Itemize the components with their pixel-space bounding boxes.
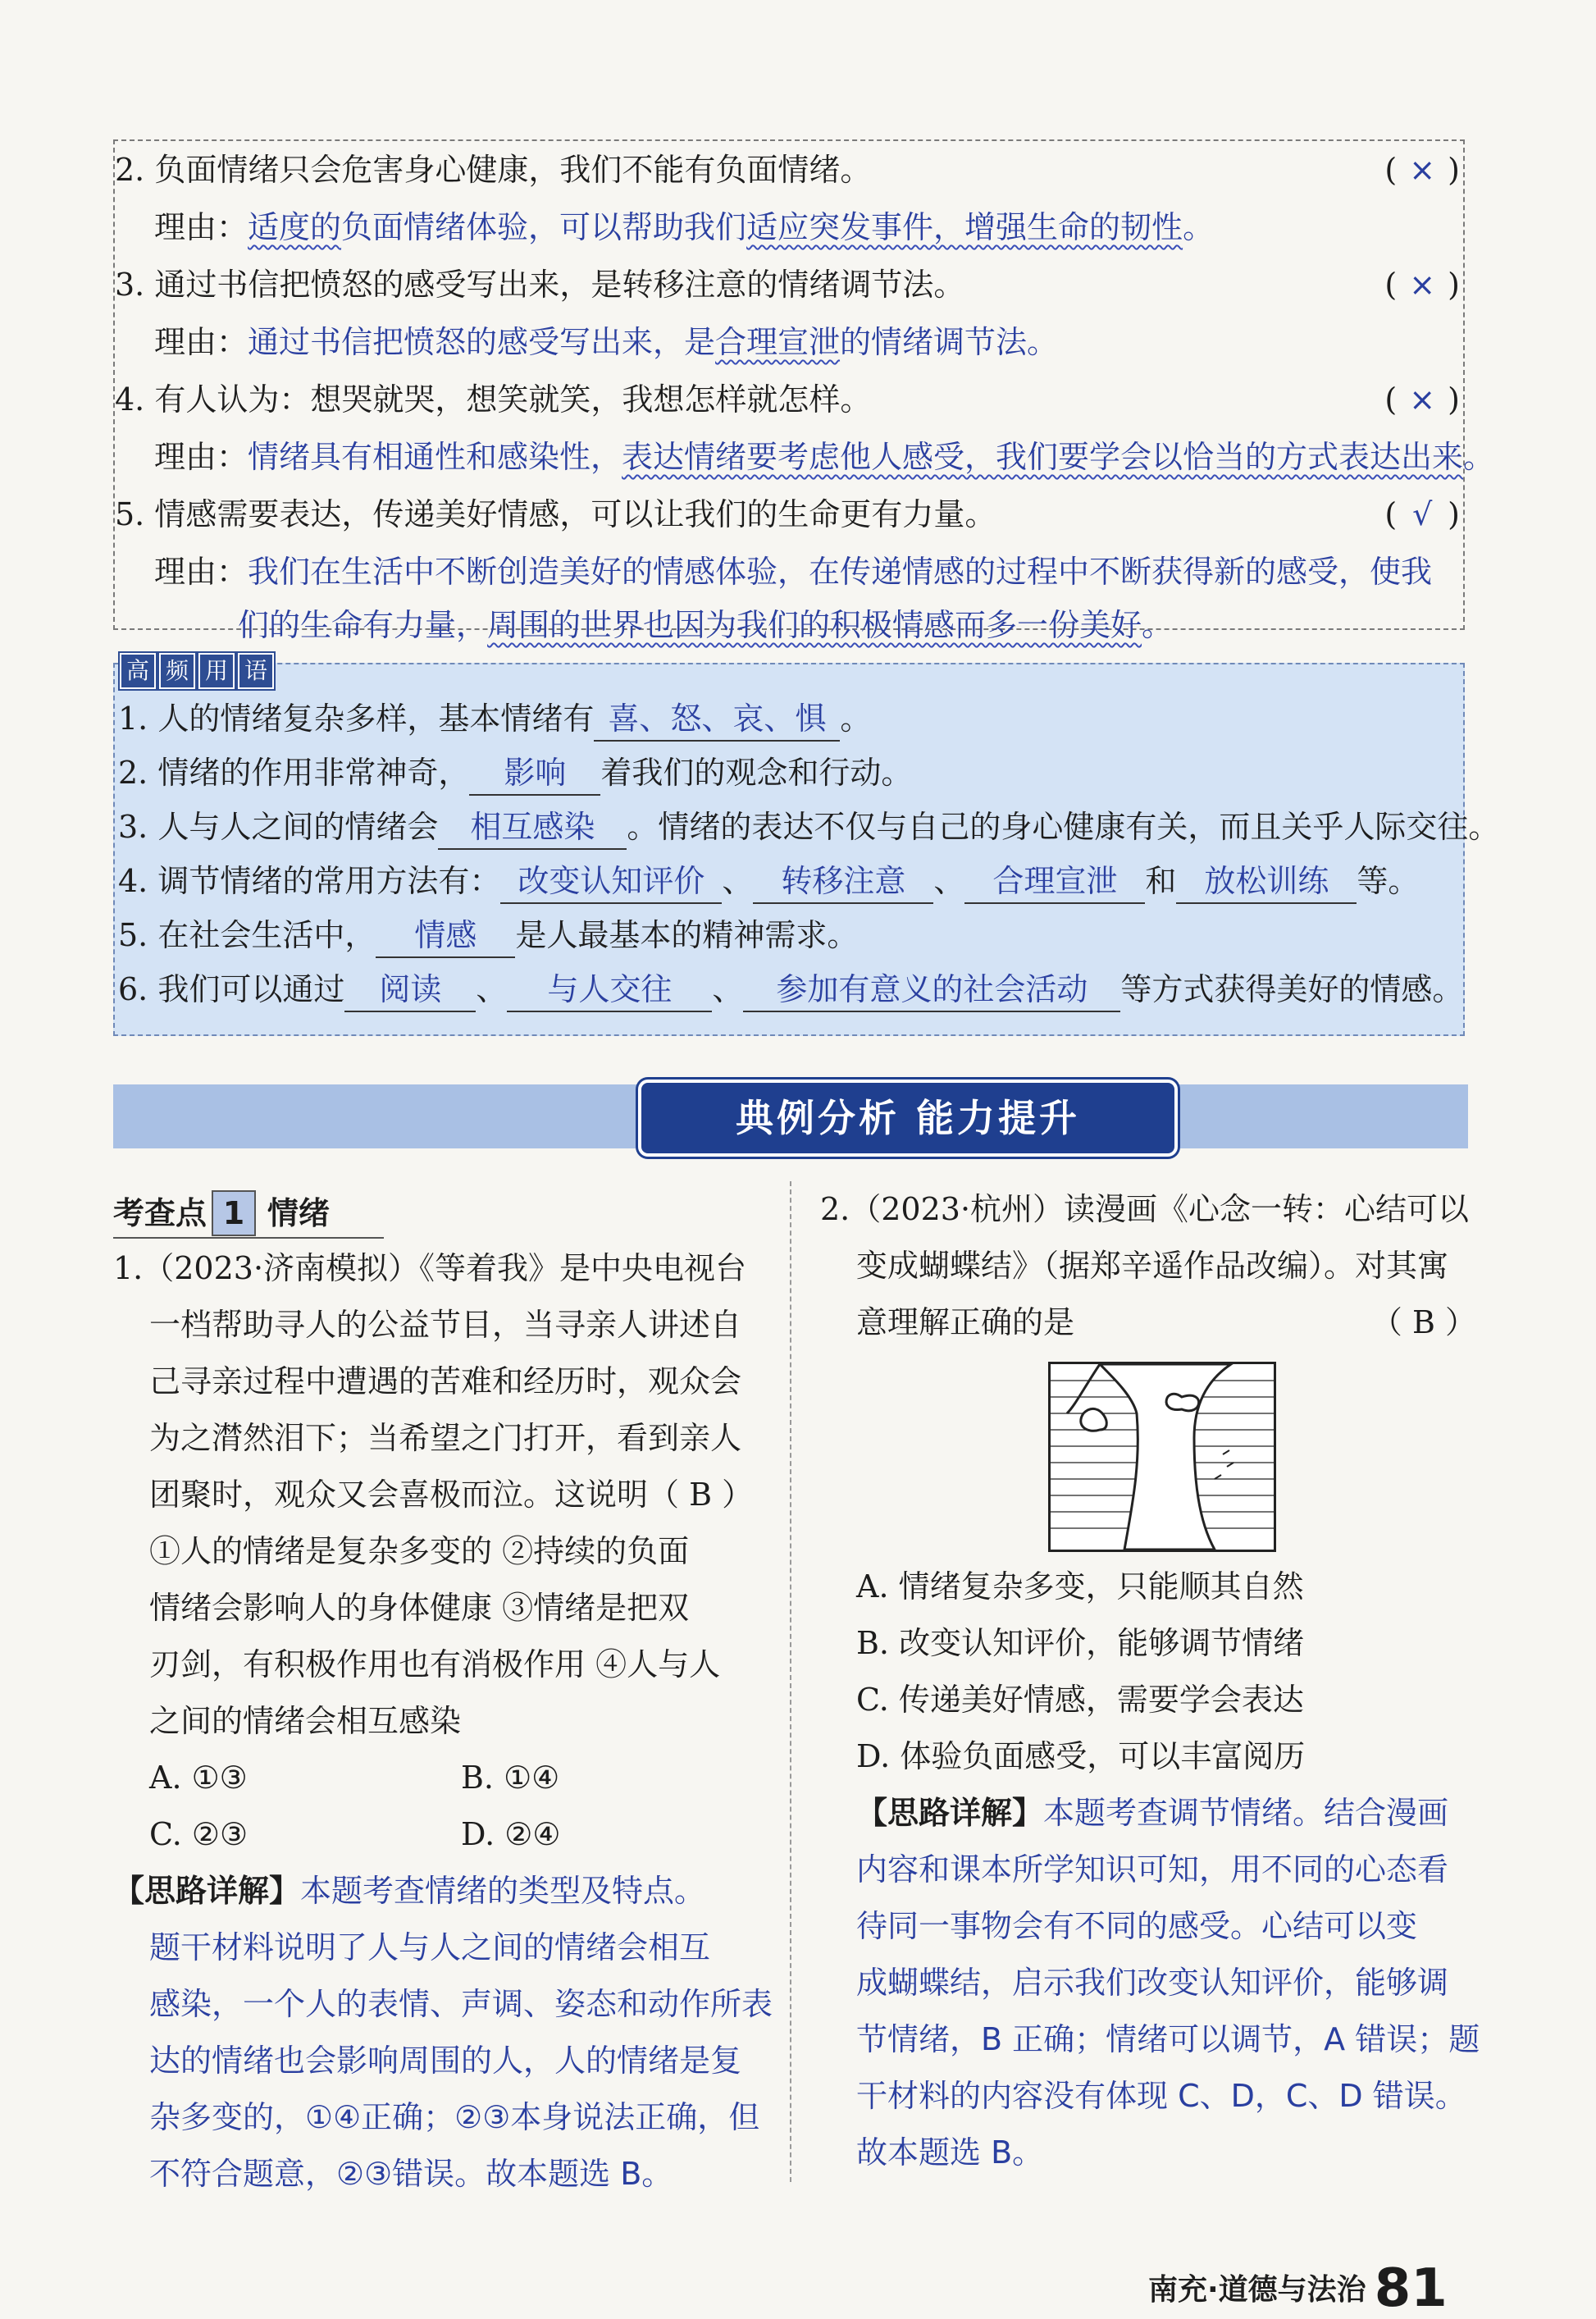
reason-label: 理由：: [154, 209, 249, 245]
q2-analysis-line: [820, 1842, 1476, 1898]
hf-join: 、: [933, 863, 965, 899]
judge-question: [115, 149, 1463, 190]
hf-blank: 情感: [376, 914, 515, 958]
q1-line: 一档帮助寻人的公益节目，当寻亲人讲述自: [149, 1307, 742, 1343]
hf-line: [118, 914, 858, 958]
hf-blank: 合理宣泄: [964, 860, 1145, 904]
reason-text-part: 适应突发事件，增强生命的韧性: [746, 209, 1183, 245]
tag-char: 高: [120, 653, 156, 689]
q1-analysis-line: [113, 2146, 769, 2203]
q1-analysis-line: [113, 1863, 769, 1920]
reason-text-part: 。: [1463, 439, 1495, 475]
q1-analysis-line: [113, 1976, 773, 2033]
reason-text-part: 们的生命有力量，: [238, 607, 488, 643]
q1-option: C. ②③: [149, 1816, 249, 1852]
knowledge-point-heading: [113, 1188, 330, 1236]
judge-reason: [154, 322, 1503, 363]
judge-question: [115, 494, 1463, 535]
reason-text-part: 的情绪调节法。: [840, 324, 1059, 360]
q1-line: 情绪会影响人的身体健康 ③情绪是把双: [149, 1590, 690, 1626]
q2-option: D. 体验负面感受，可以丰富阅历: [856, 1738, 1306, 1774]
hf-text: 等方式获得美好的情感。: [1120, 971, 1464, 1007]
q1-line: 刃剑，有积极作用也有消极作用 ④人与人: [149, 1646, 721, 1682]
judge-question-text: 3. 通过书信把愤怒的感受写出来，是转移注意的情绪调节法。: [115, 267, 965, 303]
q2-option: B. 改变认知评价，能够调节情绪: [856, 1625, 1305, 1661]
analysis-text: 本题考查调节情绪。结合漫画: [1043, 1795, 1449, 1831]
reason-text-part: 。: [1142, 607, 1174, 643]
reason-text-part: 通过书信把愤怒的感受写出来，是: [248, 324, 716, 360]
analysis-text: 本题考查情绪的类型及特点。: [300, 1873, 706, 1909]
question-1: [113, 1240, 773, 2203]
tag-char: 频: [159, 653, 195, 689]
hf-line: [118, 806, 1499, 850]
footer-subject: 南充·道德与法治: [1148, 2273, 1366, 2307]
reason-text-part: 负面情绪体验，可以帮助我们: [341, 209, 747, 245]
hf-text: 2. 情绪的作用非常神奇，: [118, 755, 470, 791]
high-frequency-tag: [120, 653, 274, 689]
section-banner-title: 典例分析 能力提升: [638, 1080, 1178, 1157]
hf-blank: 参加有意义的社会活动: [743, 968, 1120, 1012]
paren-left: (: [1384, 152, 1398, 188]
paren-right: ): [1448, 267, 1460, 303]
paren-right: ): [1448, 152, 1460, 188]
kp-label: 考查点: [113, 1195, 207, 1231]
judge-question-text: 5. 情感需要表达，传递美好情感，可以让我们的生命更有力量。: [115, 496, 996, 532]
q1-analysis-line: [113, 2033, 769, 2089]
q1-analysis-line: [113, 2089, 769, 2146]
judge-mark: [1384, 264, 1460, 305]
kp-title: 情绪: [267, 1195, 331, 1231]
hf-text: 4. 调节情绪的常用方法有：: [118, 863, 501, 899]
judge-reason-cont: [238, 605, 1586, 646]
hf-blank: 改变认知评价: [500, 860, 722, 904]
judge-answer: ×: [1409, 152, 1436, 188]
q2-answer: （ B ）: [1370, 1304, 1476, 1340]
q1-options: [113, 1750, 769, 1863]
tag-char: 用: [198, 653, 235, 689]
analysis-text: 杂多变的，①④正确；②③本身说法正确，但: [149, 2099, 760, 2135]
q2-line: 意理解正确的是 （ B ）: [820, 1294, 1476, 1351]
hf-blank: 转移注意: [753, 860, 933, 904]
hf-text: 着我们的观念和行动。: [600, 755, 913, 791]
analysis-text: 待同一事物会有不同的感受。心结可以变: [856, 1908, 1418, 1944]
judge-mark: [1384, 379, 1460, 420]
reason-label: 理由：: [154, 324, 249, 360]
q1-line: 己寻亲过程中遭遇的苦难和经历时，观众会: [149, 1363, 742, 1399]
page-footer: [1148, 2252, 1448, 2319]
analysis-text: 节情绪，B 正确；情绪可以调节，A 错误；题: [856, 2021, 1480, 2057]
q1-line: ①人的情绪是复杂多变的 ②持续的负面: [149, 1533, 690, 1569]
tag-char: 语: [238, 653, 274, 689]
judge-mark: [1384, 149, 1460, 190]
analysis-text: 达的情绪也会影响周围的人，人的情绪是复: [149, 2043, 742, 2079]
reason-text-part: 合理宣泄: [715, 324, 841, 360]
paren-right: ): [1448, 381, 1460, 418]
q2-analysis-line: [820, 1898, 1476, 1955]
hf-line: [118, 860, 1419, 904]
judge-reason: [154, 436, 1503, 477]
analysis-text: 题干材料说明了人与人之间的情绪会相互: [149, 1929, 711, 1965]
q1-line: 为之潸然泪下；当希望之门打开，看到亲人: [149, 1420, 742, 1456]
analysis-text: 故本题选 B。: [856, 2134, 1044, 2171]
judge-answer: √: [1412, 496, 1433, 532]
analysis-text: 干材料的内容没有体现 C、D，C、D 错误。: [856, 2078, 1466, 2114]
reason-text-part: 适度的: [248, 209, 342, 245]
q1-option: A. ①③: [149, 1760, 248, 1796]
page-number: 81: [1374, 2258, 1448, 2319]
reason-label: 理由：: [154, 439, 249, 475]
comic-image: [1048, 1362, 1276, 1552]
hf-text: 6. 我们可以通过: [118, 971, 345, 1007]
reason-text-part: 我们在生活中不断创造美好的情感体验，在传递情感的过程中不断获得新的感受，使我: [248, 554, 1433, 590]
hf-text: 3. 人与人之间的情绪会: [118, 809, 439, 845]
kp-underline: [113, 1237, 384, 1239]
judge-question-text: 4. 有人认为：想哭就哭，想笑就笑，我想怎样就怎样。: [115, 381, 872, 418]
high-frequency-box: [113, 657, 1500, 1036]
hf-join: 、: [712, 971, 744, 1007]
column-divider: [790, 1181, 791, 2182]
reason-text-part: 周围的世界也因为我们的积极情感而多一份美好: [487, 607, 1142, 643]
question-2: [820, 1181, 1476, 1351]
judge-question: [115, 379, 1463, 420]
analysis-text: 感染，一个人的表情、声调、姿态和动作所表: [149, 1986, 773, 2022]
reason-label: 理由：: [154, 554, 249, 590]
judge-question-text: 2. 负面情绪只会危害身心健康，我们不能有负面情绪。: [115, 152, 872, 188]
q1-line: 团聚时，观众又会喜极而泣。这说明（ B ）: [149, 1477, 754, 1513]
hf-blank: 相互感染: [438, 806, 627, 850]
q1-analysis-line: [113, 1920, 769, 1976]
q1-option: D. ②④: [461, 1816, 561, 1852]
q2-line: 2.（2023·杭州）读漫画《心念一转：心结可以: [820, 1191, 1470, 1227]
tree-comic-illustration: [1051, 1364, 1274, 1550]
analysis-text: 成蝴蝶结，启示我们改变认知评价，能够调: [856, 1965, 1449, 2001]
judge-reason: [154, 207, 1503, 248]
reason-text-part: 情绪具有相通性和感染性，: [248, 439, 622, 475]
hf-blank: 放松训练: [1176, 860, 1357, 904]
judge-question: [115, 264, 1463, 305]
paren-right: ): [1448, 496, 1460, 532]
q2-option: A. 情绪复杂多变，只能顺其自然: [856, 1568, 1304, 1605]
hf-join: 、: [722, 863, 754, 899]
q2-analysis-line: [820, 2125, 1476, 2181]
hf-blank: 阅读: [344, 968, 476, 1012]
judge-mark: [1384, 494, 1460, 535]
q1-option: B. ①④: [461, 1760, 560, 1796]
question-2-options: [820, 1559, 1480, 2181]
judge-answer: ×: [1409, 267, 1436, 303]
hf-text: 1. 人的情绪复杂多样，基本情绪有: [118, 701, 595, 737]
q1-line: 之间的情绪会相互感染: [149, 1703, 462, 1739]
analysis-text: 内容和课本所学知识可知，用不同的心态看: [856, 1851, 1449, 1888]
kp-number: 1: [212, 1190, 256, 1236]
hf-line: [118, 697, 871, 742]
section-banner: [113, 1084, 1468, 1148]
hf-blank: 影响: [469, 751, 600, 796]
hf-join: 、: [476, 971, 508, 1007]
judge-answer: ×: [1409, 381, 1436, 418]
q2-analysis-line: [820, 2068, 1476, 2125]
reason-text-part: 表达情绪要考虑他人感受，我们要学会以恰当的方式表达出来: [622, 439, 1464, 475]
q2-analysis-line: [820, 2011, 1480, 2068]
analysis-text: 不符合题意，②③错误。故本题选 B。: [149, 2156, 673, 2192]
reason-text-part: 。: [1183, 209, 1215, 245]
hf-blank: 与人交往: [507, 968, 712, 1012]
hf-line: [118, 751, 912, 796]
paren-left: (: [1384, 267, 1398, 303]
hf-text: 等。: [1357, 863, 1420, 899]
analysis-label: 【思路详解】: [113, 1873, 301, 1909]
judge-reason: [154, 551, 1503, 592]
hf-join: 和: [1145, 863, 1177, 899]
q1-line: 1.（2023·济南模拟）《等着我》是中央电视台: [113, 1250, 747, 1286]
q2-line: 变成蝴蝶结》（据郑辛遥作品改编）。对其寓: [856, 1248, 1449, 1284]
paren-left: (: [1384, 496, 1398, 532]
q2-analysis-line: [820, 1955, 1476, 2011]
q2-option: C. 传递美好情感，需要学会表达: [856, 1682, 1304, 1718]
hf-text: 5. 在社会生活中，: [118, 917, 376, 953]
hf-line: [118, 968, 1463, 1012]
analysis-label: 【思路详解】: [856, 1795, 1044, 1831]
q2-analysis-line: [820, 1785, 1476, 1842]
paren-left: (: [1384, 381, 1398, 418]
hf-text: 是人最基本的精神需求。: [515, 917, 859, 953]
hf-text: 。: [840, 701, 872, 737]
judgement-section: [113, 139, 1495, 643]
hf-text: 。情绪的表达不仅与自己的身心健康有关，而且关乎人际交往。: [627, 809, 1500, 845]
hf-blank: 喜、怒、哀、惧: [594, 697, 840, 742]
